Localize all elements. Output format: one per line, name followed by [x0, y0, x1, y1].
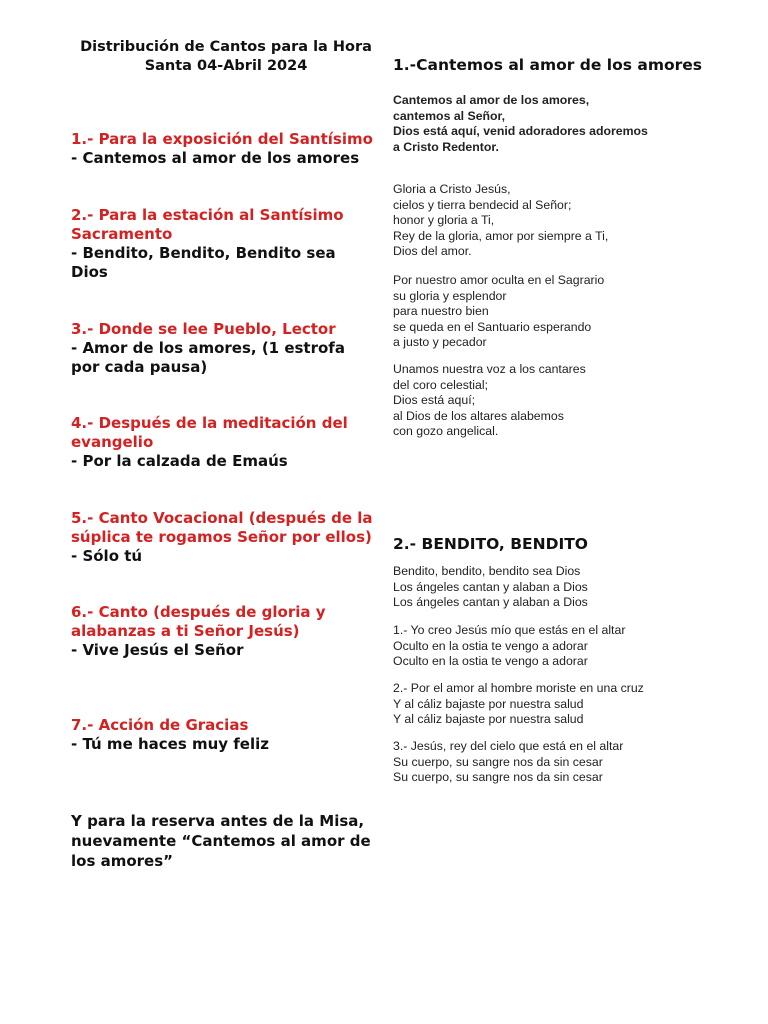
- section-song: [71, 641, 381, 660]
- lyric-line: con gozo angelical.: [393, 424, 499, 439]
- program-section: [71, 414, 381, 471]
- section-heading-line: 2.- Para la estación al Santísimo: [71, 206, 344, 224]
- document-title-line: Santa 04-Abril 2024: [144, 58, 308, 74]
- section-heading-line: Sacramento: [71, 225, 173, 243]
- lyric-line: se queda en el Santuario esperando: [393, 319, 592, 334]
- section-song: [71, 452, 381, 471]
- lyric-line: 2.- Por el amor al hombre moriste en una cruz: [393, 681, 644, 695]
- lyric-line: al Dios de los altares alabemos: [393, 408, 564, 423]
- lyric-line: Y al cáliz bajaste por nuestra salud: [393, 712, 584, 727]
- section-song: [71, 149, 381, 168]
- lyric-line: cantemos al Señor,: [393, 108, 506, 123]
- lyric-line: Dios del amor.: [393, 244, 472, 259]
- section-heading-line: 7.- Acción de Gracias: [71, 716, 249, 734]
- reserve-note-line: nuevamente “Cantemos al amor de: [71, 832, 371, 850]
- song-stanza: [393, 739, 623, 786]
- song-stanza: [393, 564, 588, 611]
- lyric-line: Dios está aquí, venid adoradores adoremos: [393, 124, 648, 139]
- program-section: [71, 509, 381, 566]
- song-stanza: [393, 362, 586, 440]
- section-song-line: - Amor de los amores, (1 estrofa: [71, 339, 345, 357]
- song-chorus: [393, 93, 648, 155]
- lyric-line: Los ángeles cantan y alaban a Dios: [393, 579, 588, 594]
- section-song: [71, 339, 381, 377]
- section-heading-line: 6.- Canto (después de gloria y: [71, 603, 326, 621]
- document-title: [71, 38, 381, 76]
- section-heading-line: 1.- Para la exposición del Santísimo: [71, 130, 373, 148]
- lyric-line: a justo y pecador: [393, 335, 487, 350]
- lyric-line: del coro celestial;: [393, 377, 489, 392]
- section-song-line: por cada pausa): [71, 358, 208, 376]
- reserve-note: [71, 811, 381, 871]
- lyric-line: Gloria a Cristo Jesús,: [393, 182, 511, 196]
- section-heading: [71, 206, 381, 244]
- section-heading: [71, 414, 381, 452]
- section-heading-line: 5.- Canto Vocacional (después de la: [71, 509, 373, 527]
- lyric-line: Dios está aquí;: [393, 393, 476, 408]
- lyric-line: honor y gloria a Ti,: [393, 213, 495, 228]
- section-heading-line: 3.- Donde se lee Pueblo, Lector: [71, 320, 336, 338]
- lyric-line: a Cristo Redentor.: [393, 139, 499, 154]
- section-song-line: - Sólo tú: [71, 547, 143, 565]
- section-heading-line: 4.- Después de la meditación del: [71, 414, 348, 432]
- section-heading: [71, 320, 381, 339]
- program-section: [71, 603, 381, 660]
- lyric-line: 1.- Yo creo Jesús mío que estás en el altar: [393, 623, 626, 637]
- section-heading: [71, 509, 381, 547]
- lyric-line: Por nuestro amor oculta en el Sagrario: [393, 273, 605, 287]
- program-section: [71, 130, 381, 168]
- lyric-line: para nuestro bien: [393, 304, 489, 319]
- section-song: [71, 547, 381, 566]
- section-heading: [71, 716, 381, 735]
- lyric-line: 3.- Jesús, rey del cielo que está en el altar: [393, 739, 624, 753]
- song-stanza: [393, 681, 644, 728]
- program-section: [71, 716, 381, 754]
- section-heading-line: alabanzas a ti Señor Jesús): [71, 622, 300, 640]
- lyric-line: Unamos nuestra voz a los cantares: [393, 362, 586, 376]
- program-column: [71, 38, 381, 870]
- section-heading-line: evangelio: [71, 433, 154, 451]
- program-section: [71, 320, 381, 377]
- lyric-line: Oculto en la ostia te vengo a adorar: [393, 654, 588, 669]
- section-song-line: - Cantemos al amor de los amores: [71, 149, 360, 167]
- lyric-line: Los ángeles cantan y alaban a Dios: [393, 595, 588, 610]
- section-heading-line: súplica te rogamos Señor por ellos): [71, 528, 372, 546]
- section-heading: [71, 130, 381, 149]
- section-song: [71, 244, 381, 282]
- lyric-line: Y al cáliz bajaste por nuestra salud: [393, 696, 584, 711]
- song-stanza: [393, 273, 604, 351]
- lyric-line: Su cuerpo, su sangre nos da sin cesar: [393, 770, 603, 785]
- lyric-line: Bendito, bendito, bendito sea Dios: [393, 564, 581, 578]
- section-song-line: - Por la calzada de Emaús: [71, 452, 288, 470]
- reserve-note-line: los amores”: [71, 852, 174, 870]
- program-section: [71, 206, 381, 282]
- lyric-line: su gloria y esplendor: [393, 288, 507, 303]
- song-title: 1.-Cantemos al amor de los amores: [393, 56, 703, 74]
- document-title-line: Distribución de Cantos para la Hora: [80, 39, 372, 55]
- section-song-line: Dios: [71, 263, 108, 281]
- section-song-line: - Bendito, Bendito, Bendito sea: [71, 244, 336, 262]
- song-stanza: [393, 182, 608, 260]
- lyric-line: Su cuerpo, su sangre nos da sin cesar: [393, 754, 603, 769]
- lyric-line: Cantemos al amor de los amores,: [393, 93, 590, 107]
- reserve-note-line: Y para la reserva antes de la Misa,: [71, 812, 365, 830]
- lyric-line: Oculto en la ostia te vengo a adorar: [393, 638, 588, 653]
- song-stanza: [393, 623, 625, 670]
- section-heading: [71, 603, 381, 641]
- lyric-line: cielos y tierra bendecid al Señor;: [393, 197, 572, 212]
- song-title: 2.- BENDITO, BENDITO: [393, 535, 588, 553]
- lyric-line: Rey de la gloria, amor por siempre a Ti,: [393, 228, 609, 243]
- section-song: [71, 735, 381, 754]
- section-song-line: - Tú me haces muy feliz: [71, 735, 269, 753]
- section-song-line: - Vive Jesús el Señor: [71, 641, 244, 659]
